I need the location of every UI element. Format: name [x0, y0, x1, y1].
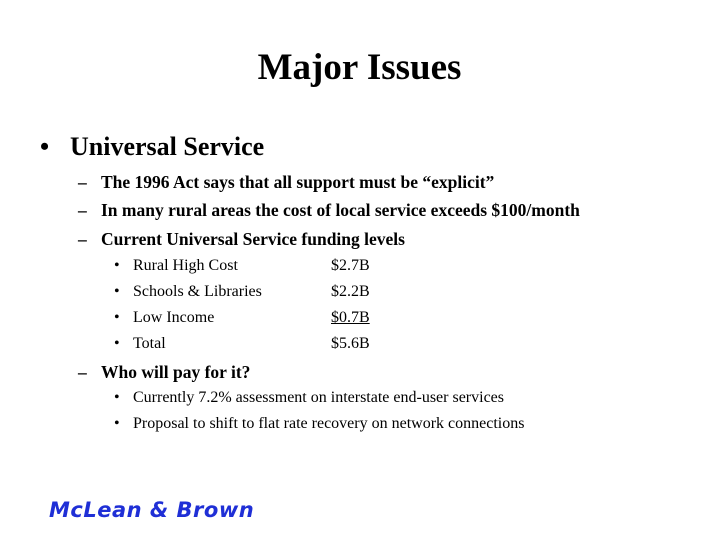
dash-icon: –: [78, 362, 87, 382]
point-text: Current Universal Service funding levels: [101, 229, 405, 249]
bullet-icon: •: [114, 389, 120, 406]
point-text: In many rural areas the cost of local service exceeds $100/month: [101, 200, 580, 220]
funding-amount: $5.6B: [331, 335, 370, 352]
topic-label: Universal Service: [70, 132, 265, 161]
dash-icon: –: [78, 200, 87, 220]
funding-label: Total: [133, 335, 166, 352]
pay-item-text: Proposal to shift to flat rate recovery on network connections: [133, 415, 525, 432]
funding-amount: $2.7B: [331, 257, 370, 274]
dash-icon: –: [78, 172, 87, 192]
funding-amount: $0.7B: [331, 309, 370, 326]
bullet-icon: •: [114, 257, 120, 274]
bullet-icon: •: [114, 283, 120, 300]
bullet-icon: •: [114, 335, 120, 352]
dash-icon: –: [78, 229, 87, 249]
funding-label: Schools & Libraries: [133, 283, 262, 300]
bullet-icon: •: [40, 132, 50, 161]
point-text: The 1996 Act says that all support must be “explicit”: [101, 172, 495, 192]
point-text: Who will pay for it?: [101, 362, 251, 382]
bullet-icon: •: [114, 415, 120, 432]
funding-label: Rural High Cost: [133, 257, 238, 274]
pay-item-text: Currently 7.2% assessment on interstate end-user services: [133, 389, 505, 406]
slide-title: Major Issues: [257, 47, 462, 88]
bullet-icon: •: [114, 309, 120, 326]
company-logo: McLean & Brown: [49, 498, 255, 522]
funding-amount: $2.2B: [331, 283, 370, 300]
funding-label: Low Income: [133, 309, 215, 326]
